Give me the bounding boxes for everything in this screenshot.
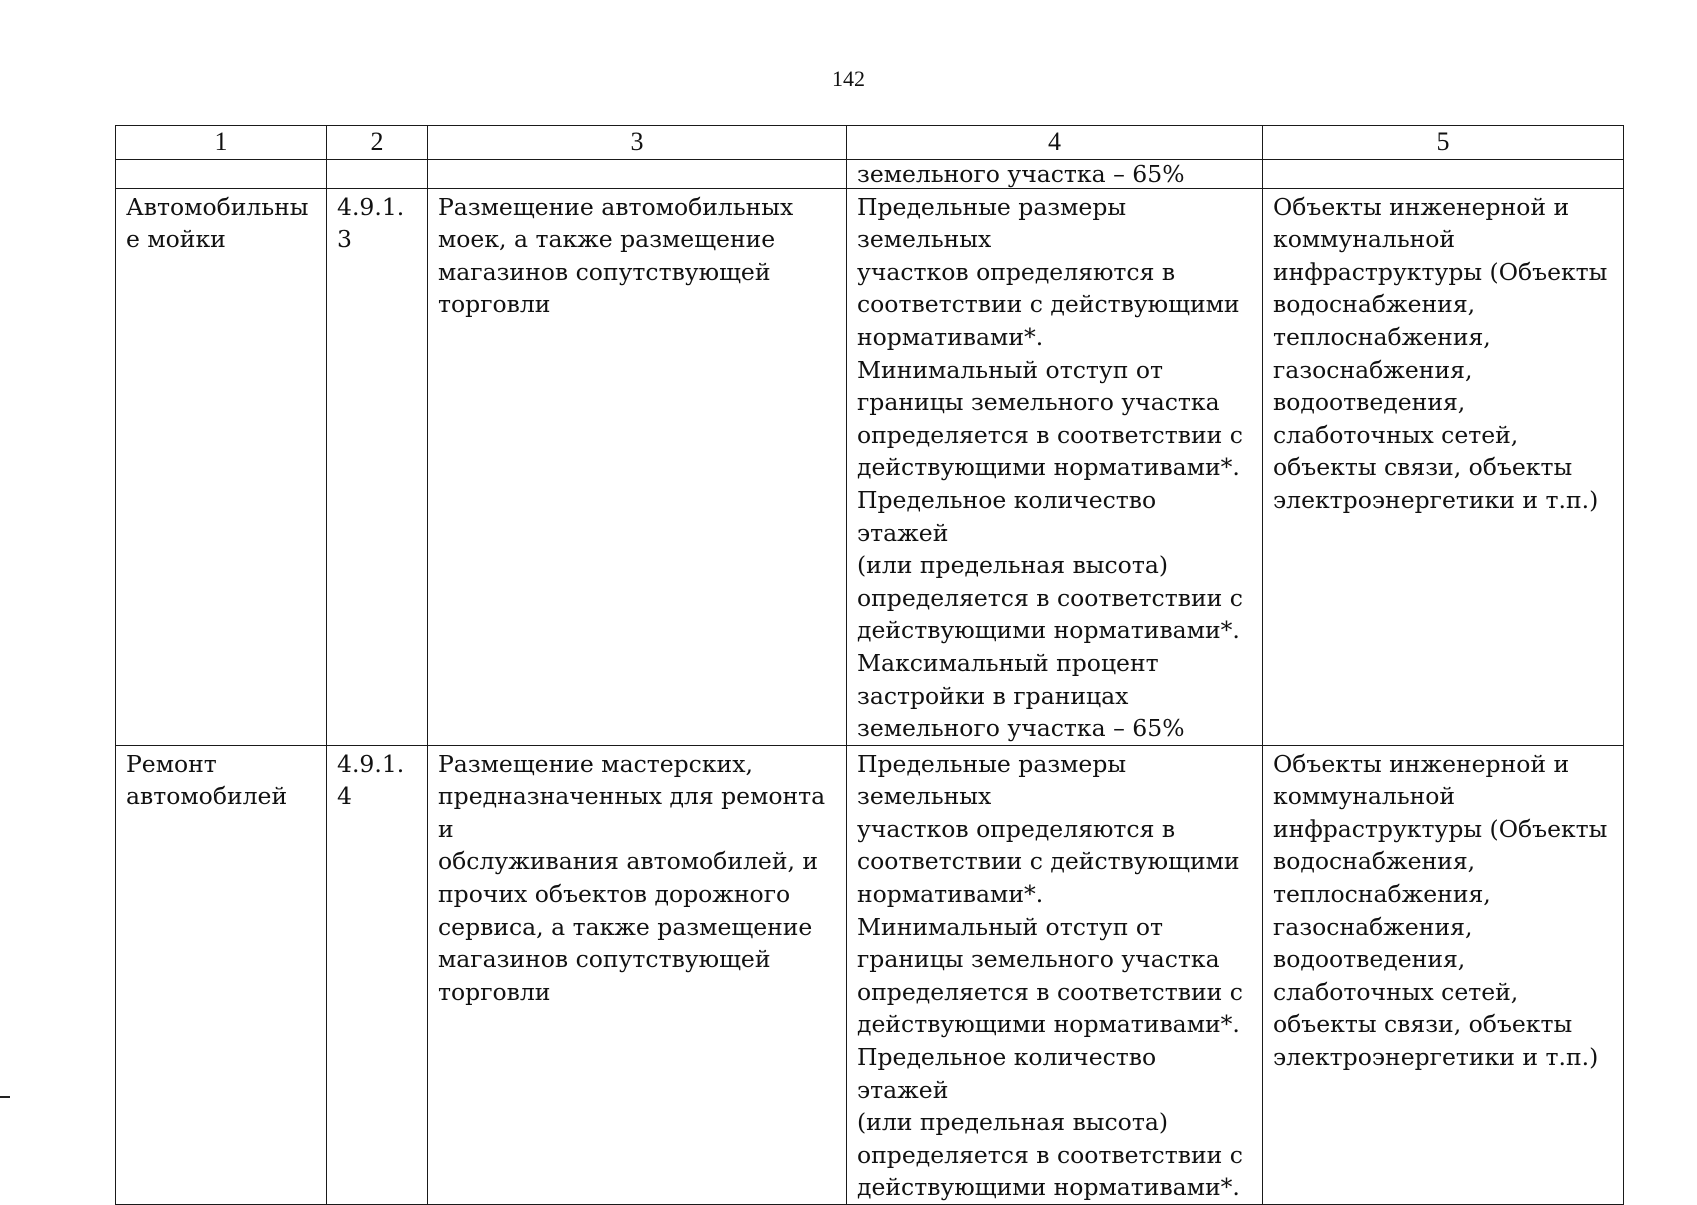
row-description-cell: Размещение мастерских, предназначенных для ремонта и обслуживания автомобилей, и прочих объектов дорожного сервиса, а также размещение магазинов сопутствующей торговли [428, 745, 847, 1204]
continuation-cell-2 [327, 159, 428, 188]
row-name-cell: Автомобильны е мойки [116, 188, 327, 745]
header-cell-5: 5 [1263, 126, 1624, 160]
row-auxiliary-cell: Объекты инженерной и коммунальной инфраструктуры (Объекты водоснабжения, теплоснабжения, газоснабжения, водоотведения, слаботочных сетей, объекты связи, объекты электроэнергетики и т.п.) [1263, 745, 1624, 1204]
table-row [116, 745, 1624, 1204]
continuation-cell-4: земельного участка – 65% [847, 159, 1263, 188]
table-row [116, 188, 1624, 745]
page-number: 142 [832, 66, 865, 91]
continuation-row [116, 159, 1624, 188]
header-cell-4: 4 [847, 126, 1263, 160]
continuation-cell-3 [428, 159, 847, 188]
row-code-cell: 4.9.1.4 [327, 745, 428, 1204]
land-use-table [115, 125, 1624, 1205]
row-name-cell: Ремонт автомобилей [116, 745, 327, 1204]
row-description-cell: Размещение автомобильных моек, а также размещение магазинов сопутствующей торговли [428, 188, 847, 745]
header-cell-1: 1 [116, 126, 327, 160]
continuation-cell-5 [1263, 159, 1624, 188]
table-header-row [116, 126, 1624, 160]
row-auxiliary-cell: Объекты инженерной и коммунальной инфраструктуры (Объекты водоснабжения, теплоснабжения, газоснабжения, водоотведения, слаботочных сетей, объекты связи, объекты электроэнергетики и т.п.) [1263, 188, 1624, 745]
row-code-cell: 4.9.1.3 [327, 188, 428, 745]
margin-mark [0, 1096, 10, 1098]
row-parameters-cell: Предельные размеры земельных участков определяются в соответствии с действующими нормативами*. Минимальный отступ от границы земельного участка определяется в соответствии с действующими нормативами*. Предельное количество этажей (или предельная высота) определяется в соответствии с действующими нормативами*. [847, 745, 1263, 1204]
continuation-cell-1 [116, 159, 327, 188]
row-parameters-cell: Предельные размеры земельных участков определяются в соответствии с действующими нормативами*. Минимальный отступ от границы земельного участка определяется в соответствии с действующими нормативами*. Предельное количество этажей (или предельная высота) определяется в соответствии с действующими нормативами*. Максимальный процент застройки в границах земельного участка – 65% [847, 188, 1263, 745]
header-cell-2: 2 [327, 126, 428, 160]
header-cell-3: 3 [428, 126, 847, 160]
